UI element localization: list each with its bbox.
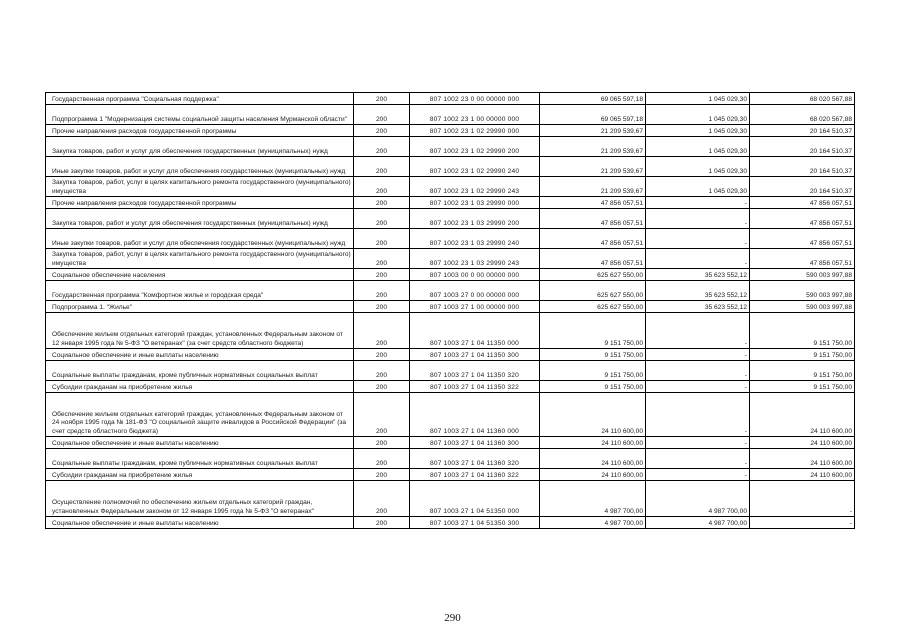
- row-code-cell: 807 1003 27 1 04 11350 322: [410, 381, 540, 393]
- row-total-cell: 9 151 750,00: [540, 349, 646, 361]
- row-ministry-cell: 200: [354, 137, 410, 157]
- table-row: [46, 381, 855, 393]
- row-own-cell: 24 110 600,00: [750, 469, 855, 481]
- table-row: [46, 229, 855, 249]
- row-total-cell: 4 987 700,00: [540, 481, 646, 517]
- row-code-cell: 807 1003 27 0 00 00000 000: [410, 281, 540, 301]
- table-row: [46, 93, 855, 105]
- row-subvention-cell: -: [646, 197, 750, 209]
- row-name-cell: Государственная программа "Социальная поддержка": [46, 93, 354, 105]
- row-name-cell: Подпрограмма 1 "Модернизация системы социальной защиты населения Мурманской области": [46, 105, 354, 125]
- table-row: [46, 137, 855, 157]
- row-name-cell: Закупка товаров, работ, услуг в целях капитального ремонта государственного (муниципального) имущества: [46, 249, 354, 269]
- row-code-cell: 807 1002 23 0 00 00000 000: [410, 93, 540, 105]
- row-name-cell: Осуществление полномочий по обеспечению жильем отдельных категорий граждан, установленных Федеральным законом от 12 января 1995 года № 5-ФЗ "О ветеранах": [46, 481, 354, 517]
- row-ministry-cell: 200: [354, 197, 410, 209]
- row-code-cell: 807 1002 23 1 02 29990 200: [410, 137, 540, 157]
- row-ministry-cell: 200: [354, 301, 410, 313]
- table-row: [46, 209, 855, 229]
- row-name-cell: Закупка товаров, работ, услуг в целях капитального ремонта государственного (муниципального) имущества: [46, 177, 354, 197]
- row-ministry-cell: 200: [354, 157, 410, 177]
- row-total-cell: 47 856 057,51: [540, 209, 646, 229]
- row-code-cell: 807 1003 27 1 04 11350 000: [410, 313, 540, 349]
- row-name-cell: Социальное обеспечение и иные выплаты населению: [46, 437, 354, 449]
- row-ministry-cell: 200: [354, 281, 410, 301]
- row-code-cell: 807 1002 23 1 00 00000 000: [410, 105, 540, 125]
- row-code-cell: 807 1003 27 1 04 11350 320: [410, 361, 540, 381]
- row-name-cell: Субсидии гражданам на приобретение жилья: [46, 469, 354, 481]
- row-ministry-cell: 200: [354, 209, 410, 229]
- row-subvention-cell: -: [646, 249, 750, 269]
- row-subvention-cell: 35 623 552,12: [646, 269, 750, 281]
- row-name-cell: Иные закупки товаров, работ и услуг для обеспечения государственных (муниципальных) нужд: [46, 229, 354, 249]
- row-code-cell: 807 1002 23 1 03 29990 240: [410, 229, 540, 249]
- row-total-cell: 625 627 550,00: [540, 281, 646, 301]
- row-name-cell: Прочие направления расходов государственной программы: [46, 197, 354, 209]
- table-row: [46, 361, 855, 381]
- row-name-cell: Социальное обеспечение населения: [46, 269, 354, 281]
- row-name-cell: Обеспечение жильем отдельных категорий граждан, установленных Федеральным законом от 12 января 1995 года № 5-ФЗ "О ветеранах" (за счет средств областного бюджета): [46, 313, 354, 349]
- row-code-cell: 807 1002 23 1 02 29990 000: [410, 125, 540, 137]
- budget-table: [45, 92, 855, 529]
- row-total-cell: 24 110 600,00: [540, 469, 646, 481]
- row-subvention-cell: -: [646, 361, 750, 381]
- row-ministry-cell: 200: [354, 449, 410, 469]
- row-own-cell: -: [750, 517, 855, 529]
- row-name-cell: Государственная программа "Комфортное жилье и городская среда": [46, 281, 354, 301]
- row-total-cell: 9 151 750,00: [540, 313, 646, 349]
- row-ministry-cell: 200: [354, 469, 410, 481]
- row-own-cell: 47 856 057,51: [750, 197, 855, 209]
- budget-table-body: [46, 93, 855, 529]
- row-code-cell: 807 1002 23 1 03 29990 243: [410, 249, 540, 269]
- row-total-cell: 24 110 600,00: [540, 393, 646, 437]
- row-ministry-cell: 200: [354, 105, 410, 125]
- row-own-cell: 24 110 600,00: [750, 393, 855, 437]
- row-ministry-cell: 200: [354, 349, 410, 361]
- row-own-cell: 20 164 510,37: [750, 125, 855, 137]
- row-own-cell: 47 856 057,51: [750, 209, 855, 229]
- row-subvention-cell: 35 623 552,12: [646, 281, 750, 301]
- row-code-cell: 807 1003 27 1 04 11360 300: [410, 437, 540, 449]
- row-total-cell: 47 856 057,51: [540, 229, 646, 249]
- table-row: [46, 393, 855, 437]
- row-total-cell: 47 856 057,51: [540, 249, 646, 269]
- row-code-cell: 807 1003 27 1 00 00000 000: [410, 301, 540, 313]
- row-ministry-cell: 200: [354, 361, 410, 381]
- row-name-cell: Обеспечение жильем отдельных категорий граждан, установленных Федеральным законом от 24 ноября 1995 года № 181-ФЗ "О социальной защите инвалидов в Российской Федерации" (за счет средств областного бюджета): [46, 393, 354, 437]
- row-ministry-cell: 200: [354, 229, 410, 249]
- row-ministry-cell: 200: [354, 381, 410, 393]
- row-code-cell: 807 1002 23 1 02 29990 243: [410, 177, 540, 197]
- row-own-cell: 9 151 750,00: [750, 313, 855, 349]
- table-row: [46, 105, 855, 125]
- row-name-cell: Прочие направления расходов государственной программы: [46, 125, 354, 137]
- row-code-cell: 807 1003 27 1 04 11350 300: [410, 349, 540, 361]
- table-row: [46, 449, 855, 469]
- row-subvention-cell: -: [646, 349, 750, 361]
- row-total-cell: 21 209 539,67: [540, 137, 646, 157]
- row-total-cell: 625 627 550,00: [540, 269, 646, 281]
- table-row: [46, 269, 855, 281]
- row-own-cell: 20 164 510,37: [750, 137, 855, 157]
- row-own-cell: 68 020 567,88: [750, 105, 855, 125]
- row-ministry-cell: 200: [354, 393, 410, 437]
- row-subvention-cell: -: [646, 209, 750, 229]
- table-row: [46, 481, 855, 517]
- row-total-cell: 69 065 597,18: [540, 105, 646, 125]
- row-subvention-cell: 1 045 029,30: [646, 93, 750, 105]
- row-subvention-cell: 1 045 029,30: [646, 137, 750, 157]
- row-total-cell: 24 110 600,00: [540, 449, 646, 469]
- table-row: [46, 517, 855, 529]
- row-subvention-cell: 1 045 029,30: [646, 177, 750, 197]
- row-own-cell: 24 110 600,00: [750, 437, 855, 449]
- row-own-cell: 9 151 750,00: [750, 349, 855, 361]
- row-name-cell: Социальное обеспечение и иные выплаты населению: [46, 517, 354, 529]
- row-name-cell: Субсидии гражданам на приобретение жилья: [46, 381, 354, 393]
- row-own-cell: 68 020 567,88: [750, 93, 855, 105]
- row-ministry-cell: 200: [354, 517, 410, 529]
- row-total-cell: 625 627 550,00: [540, 301, 646, 313]
- row-ministry-cell: 200: [354, 93, 410, 105]
- table-row: [46, 313, 855, 349]
- row-code-cell: 807 1003 27 1 04 51350 000: [410, 481, 540, 517]
- row-name-cell: Закупка товаров, работ и услуг для обеспечения государственных (муниципальных) нужд: [46, 137, 354, 157]
- row-subvention-cell: -: [646, 381, 750, 393]
- table-row: [46, 197, 855, 209]
- row-ministry-cell: 200: [354, 249, 410, 269]
- row-code-cell: 807 1003 00 0 00 00000 000: [410, 269, 540, 281]
- row-ministry-cell: 200: [354, 481, 410, 517]
- row-subvention-cell: -: [646, 449, 750, 469]
- row-subvention-cell: 1 045 029,30: [646, 105, 750, 125]
- row-code-cell: 807 1002 23 1 03 29990 000: [410, 197, 540, 209]
- row-own-cell: 20 164 510,37: [750, 157, 855, 177]
- row-own-cell: 47 856 057,51: [750, 249, 855, 269]
- table-row: [46, 125, 855, 137]
- page-number: 290: [444, 612, 461, 624]
- row-own-cell: 47 856 057,51: [750, 229, 855, 249]
- table-row: [46, 349, 855, 361]
- row-code-cell: 807 1003 27 1 04 51350 300: [410, 517, 540, 529]
- row-subvention-cell: 1 045 029,30: [646, 157, 750, 177]
- row-total-cell: 21 209 539,67: [540, 157, 646, 177]
- table-row: [46, 301, 855, 313]
- row-own-cell: 9 151 750,00: [750, 361, 855, 381]
- row-subvention-cell: -: [646, 469, 750, 481]
- row-code-cell: 807 1003 27 1 04 11360 000: [410, 393, 540, 437]
- row-total-cell: 4 987 700,00: [540, 517, 646, 529]
- row-subvention-cell: 4 987 700,00: [646, 481, 750, 517]
- table-row: [46, 437, 855, 449]
- row-total-cell: 9 151 750,00: [540, 361, 646, 381]
- row-own-cell: 24 110 600,00: [750, 449, 855, 469]
- table-row: [46, 469, 855, 481]
- row-total-cell: 21 209 539,67: [540, 177, 646, 197]
- row-ministry-cell: 200: [354, 177, 410, 197]
- row-own-cell: -: [750, 481, 855, 517]
- row-subvention-cell: -: [646, 437, 750, 449]
- row-ministry-cell: 200: [354, 269, 410, 281]
- row-subvention-cell: 1 045 029,30: [646, 125, 750, 137]
- row-own-cell: 590 003 997,88: [750, 301, 855, 313]
- row-subvention-cell: -: [646, 313, 750, 349]
- row-subvention-cell: 4 987 700,00: [646, 517, 750, 529]
- row-ministry-cell: 200: [354, 125, 410, 137]
- row-code-cell: 807 1002 23 1 02 29990 240: [410, 157, 540, 177]
- table-row: [46, 281, 855, 301]
- row-ministry-cell: 200: [354, 313, 410, 349]
- row-total-cell: 21 209 539,67: [540, 125, 646, 137]
- row-own-cell: 590 003 997,88: [750, 269, 855, 281]
- row-total-cell: 47 856 057,51: [540, 197, 646, 209]
- row-own-cell: 20 164 510,37: [750, 177, 855, 197]
- row-subvention-cell: -: [646, 229, 750, 249]
- row-total-cell: 24 110 600,00: [540, 437, 646, 449]
- row-own-cell: 9 151 750,00: [750, 381, 855, 393]
- row-name-cell: Социальные выплаты гражданам, кроме публичных нормативных социальных выплат: [46, 361, 354, 381]
- row-own-cell: 590 003 997,88: [750, 281, 855, 301]
- row-total-cell: 69 065 597,18: [540, 93, 646, 105]
- table-row: [46, 177, 855, 197]
- row-name-cell: Социальное обеспечение и иные выплаты населению: [46, 349, 354, 361]
- row-name-cell: Социальные выплаты гражданам, кроме публичных нормативных социальных выплат: [46, 449, 354, 469]
- row-name-cell: Подпрограмма 1. "Жилье": [46, 301, 354, 313]
- table-row: [46, 249, 855, 269]
- row-code-cell: 807 1003 27 1 04 11360 322: [410, 469, 540, 481]
- row-code-cell: 807 1003 27 1 04 11360 320: [410, 449, 540, 469]
- row-code-cell: 807 1002 23 1 03 29990 200: [410, 209, 540, 229]
- row-name-cell: Иные закупки товаров, работ и услуг для обеспечения государственных (муниципальных) нужд: [46, 157, 354, 177]
- row-subvention-cell: 35 623 552,12: [646, 301, 750, 313]
- row-total-cell: 9 151 750,00: [540, 381, 646, 393]
- table-row: [46, 157, 855, 177]
- row-name-cell: Закупка товаров, работ и услуг для обеспечения государственных (муниципальных) нужд: [46, 209, 354, 229]
- row-ministry-cell: 200: [354, 437, 410, 449]
- row-subvention-cell: -: [646, 393, 750, 437]
